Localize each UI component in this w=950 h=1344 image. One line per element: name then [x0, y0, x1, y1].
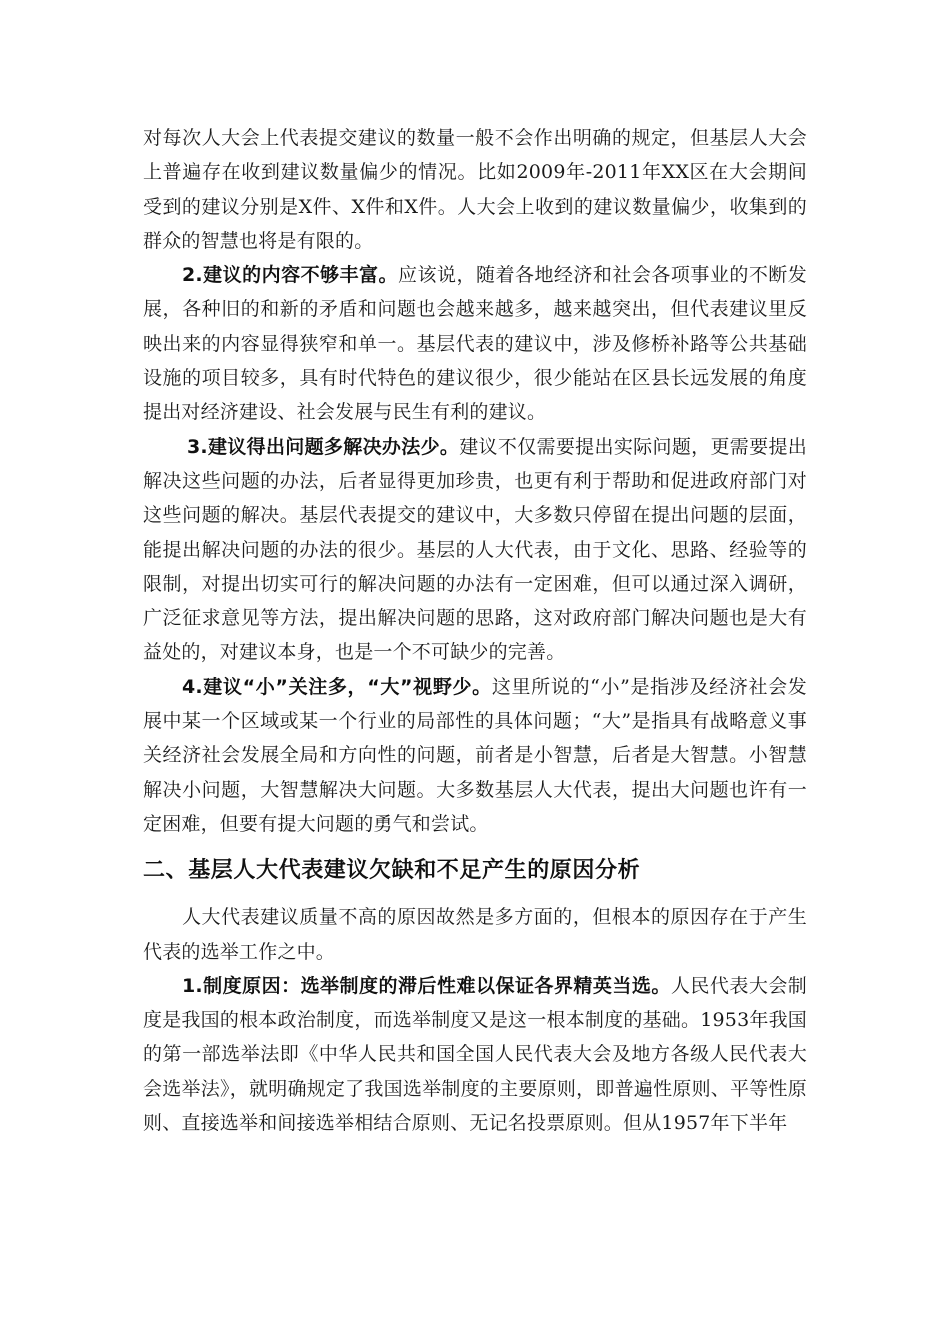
item-2-lead: 2.建议的内容不够丰富。	[182, 264, 399, 287]
reason-1-body: 人民代表大会制度是我国的根本政治制度，而选举制度又是这一根本制度的基础。1953年我国的第一部选举法即《中华人民共和国全国人民代表大会及地方各级人民代表大会选举法》，就明确规定了我国选举制度的主要原则，即普遍性原则、平等性原则、直接选举和间接选举相结合原则、无记名投票原则。但从1957年下半年	[143, 974, 808, 1135]
section-heading: 二、基层人大代表建议欠缺和不足产生的原因分析	[143, 858, 641, 884]
item-3-lead: 3.建议得出问题多解决办法少。	[187, 435, 460, 458]
item-3-body: 建议不仅需要提出实际问题，更需要提出解决这些问题的办法，后者显得更加珍贵，也更有利于帮助和促进政府部门对这些问题的解决。基层代表提交的建议中，大多数只停留在提出问题的层面，能提出解决问题的办法的很少。基层的人大代表，由于文化、思路、经验等的限制，对提出切实可行的解决问题的办法有一定困难，但可以通过深入调研，广泛征求意见等方法，提出解决问题的思路，这对政府部门解决问题也是大有益处的，对建议本身，也是一个不可缺少的完善。	[143, 435, 807, 664]
paragraph-item-4	[143, 670, 807, 841]
paragraph-continuation: 对每次人大会上代表提交建议的数量一般不会作出明确的规定，但基层人大会上普遍存在收到建议数量偏少的情况。比如2009年-2011年XX区在大会期间受到的建议分别是X件、X件和X件。人大会上收到的建议数量偏少，收集到的群众的智慧也将是有限的。	[143, 127, 807, 252]
item-2-body: 应该说，随着各地经济和社会各项事业的不断发展，各种旧的和新的矛盾和问题也会越来越多，越来越突出，但代表建议里反映出来的内容显得狭窄和单一。基层代表的建议中，涉及修桥补路等公共基础设施的项目较多，具有时代特色的建议很少，很少能站在区县长远发展的角度提出对经济建设、社会发展与民生有利的建议。	[143, 264, 807, 424]
item-4-lead: 4.建议“小”关注多，“大”视野少。	[182, 675, 492, 698]
paragraph-reason-1	[143, 969, 807, 1140]
paragraph-intro: 人大代表建议质量不高的原因故然是多方面的，但根本的原因存在于产生代表的选举工作之中。	[143, 906, 807, 963]
item-4-body: 这里所说的“小”是指涉及经济社会发展中某一个区域或某一个行业的局部性的具体问题；“大”是指具有战略意义事关经济社会发展全局和方向性的问题，前者是小智慧，后者是大智慧。小智慧解决小问题，大智慧解决大问题。大多数基层人大代表，提出大问题也许有一定困难，但要有提大问题的勇气和尝试。	[143, 675, 807, 835]
paragraph-item-3	[143, 430, 807, 670]
paragraph-item-2	[143, 258, 807, 429]
reason-1-lead: 1.制度原因：选举制度的滞后性难以保证各界精英当选。	[182, 974, 671, 997]
document-page	[143, 121, 807, 1140]
